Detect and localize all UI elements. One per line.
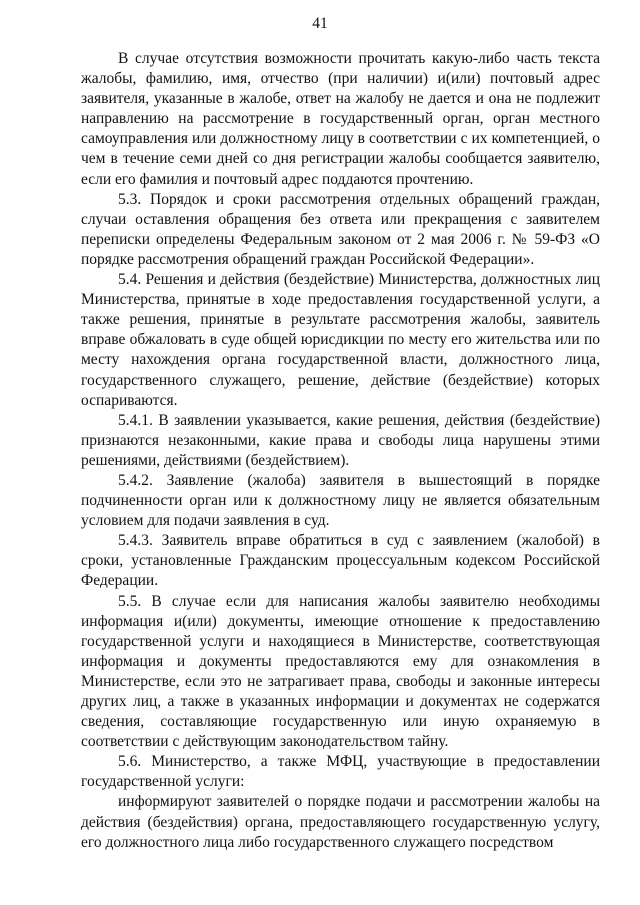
- document-body: [81, 49, 600, 853]
- paragraph-5-3: 5.3. Порядок и сроки рассмотрения отдельных обращений граждан, случаи оставления обращения без ответа или прекращения с заявителем переписки определены Федеральным законом от 2 мая 2006 г. № 59-ФЗ «О порядке рассмотрения обращений граждан Российской Федерации».: [81, 190, 600, 268]
- paragraph-5-4: 5.4. Решения и действия (бездействие) Министерства, должностных лиц Министерства, принятые в ходе предоставления государственной услуги, а также решения, принятые в результате рассмотрения жалобы, заявитель вправе обжаловать в суде общей юрисдикции по месту его жительства или по месту нахождения органа государственной власти, должностного лица, государственного служащего, решение, действие (бездействие) которых оспариваются.: [81, 271, 600, 409]
- paragraph-5-6-inform: информируют заявителей о порядке подачи и рассмотрении жалобы на действия (бездействия) органа, предоставляющего государственную услугу, его должностного лица либо государственного служащего посредством: [81, 793, 600, 851]
- paragraph-unreadable-complaint: В случае отсутствия возможности прочитать какую-либо часть текста жалобы, фамилию, имя, отчество (при наличии) и(или) почтовый адрес заявителя, указанные в жалобе, ответ на жалобу не дается и она не подлежит направлению на рассмотрение в государственный орган, орган местного самоуправления или должностному лицу в соответствии с их компетенцией, о чем в течение семи дней со дня регистрации жалобы сообщается заявителю, если его фамилия и почтовый адрес поддаются прочтению.: [81, 50, 600, 188]
- paragraph-5-4-2: 5.4.2. Заявление (жалоба) заявителя в вышестоящий в порядке подчиненности орган или к должностному лицу не является обязательным условием для подачи заявления в суд.: [81, 471, 600, 530]
- paragraph-5-4-1: 5.4.1. В заявлении указывается, какие решения, действия (бездействие) признаются незаконными, какие права и свободы лица нарушены этими решениями, действиями (бездействием).: [81, 411, 600, 469]
- page-number: 41: [312, 15, 328, 32]
- paragraph-5-5: 5.5. В случае если для написания жалобы заявителю необходимы информация и(или) документы, имеющие отношение к предоставлению государственной услуги и находящиеся в Министерстве, соответствующая информация и документы предоставляются ему для ознакомления в Министерстве, если это не затрагивает права, свободы и законные интересы других лиц, а также в указанных информации и документах не содержатся сведения, составляющие государственную или иную охраняемую в соответствии с действующим законодательством тайну.: [81, 592, 600, 751]
- paragraph-5-4-3: 5.4.3. Заявитель вправе обратиться в суд с заявлением (жалобой) в сроки, установленные Гражданским процессуальным кодексом Российской Федерации.: [81, 532, 600, 590]
- paragraph-5-6: 5.6. Министерство, а также МФЦ, участвующие в предоставлении государственной услуги:: [81, 753, 600, 791]
